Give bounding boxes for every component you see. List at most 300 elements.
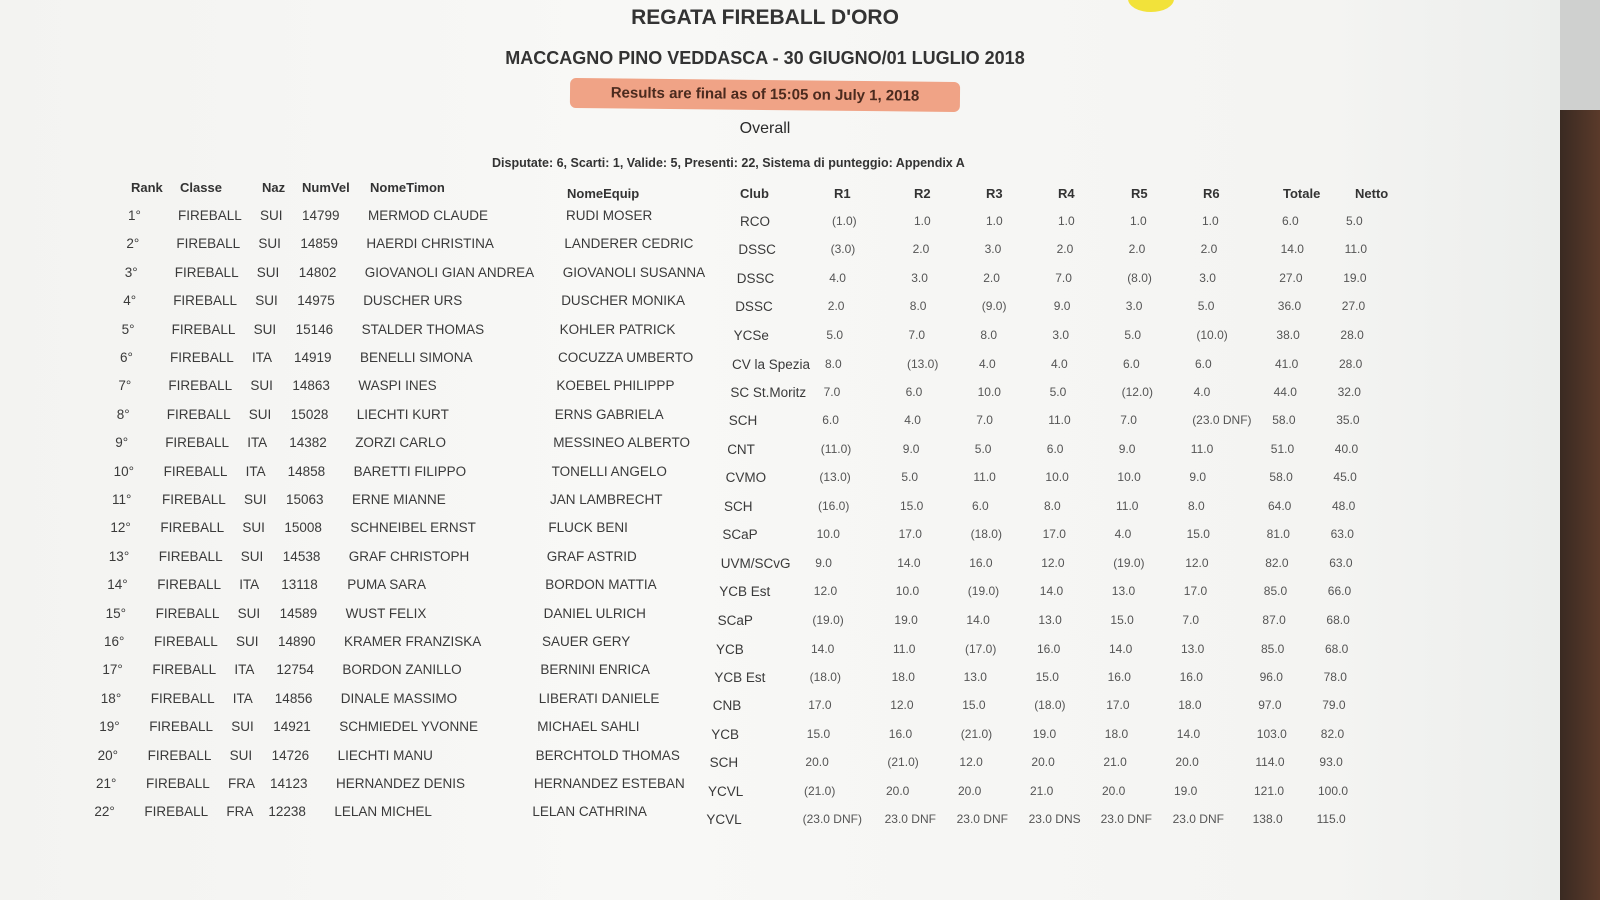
cell-naz: SUI (244, 492, 267, 507)
cell-totale: 27.0 (1279, 270, 1303, 285)
cell-r5: 23.0 DNF (1100, 812, 1152, 827)
cell-r5: 18.0 (1104, 726, 1129, 741)
cell-netto: 32.0 (1337, 384, 1361, 399)
cell-club: SCH (728, 413, 758, 429)
cell-classe: FIREBALL (149, 719, 213, 735)
cell-r2: 12.0 (890, 698, 914, 713)
cell-r6: 11.0 (1190, 441, 1214, 456)
cell-r5: 6.0 (1123, 356, 1140, 371)
cell-r3: 7.0 (976, 413, 993, 428)
cell-r4: 19.0 (1032, 726, 1057, 741)
cell-numvel: 14890 (278, 634, 316, 649)
cell-equip: RUDI MOSER (566, 208, 653, 223)
cell-club: CNT (727, 441, 755, 457)
cell-r6: 1.0 (1202, 214, 1219, 228)
cell-club: DSSC (735, 299, 773, 315)
cell-classe: FIREBALL (178, 208, 242, 223)
cell-r6: 15.0 (1186, 527, 1210, 542)
cell-equip: BERNINI ENRICA (540, 662, 650, 678)
cell-timon: BORDON ZANILLO (342, 662, 462, 678)
cell-totale: 51.0 (1270, 441, 1295, 456)
cell-netto: 100.0 (1318, 784, 1349, 798)
cell-equip: BORDON MATTIA (545, 577, 657, 593)
table-row (0, 662, 1560, 688)
cell-classe: FIREBALL (154, 634, 218, 649)
cell-r1: 15.0 (806, 726, 831, 741)
cell-netto: 78.0 (1323, 669, 1347, 684)
cell-r5: 10.0 (1117, 470, 1141, 485)
cell-r2: 2.0 (912, 242, 930, 257)
cell-equip: MESSINEO ALBERTO (553, 435, 690, 451)
column-header-r6: R6 (1203, 186, 1220, 201)
cell-r4: 6.0 (1046, 441, 1064, 456)
cell-equip: DUSCHER MONIKA (561, 293, 685, 309)
cell-totale: 58.0 (1272, 413, 1296, 428)
cell-netto: 28.0 (1340, 327, 1364, 342)
cell-timon: BARETTI FILIPPO (353, 463, 467, 479)
cell-naz: SUI (250, 378, 273, 394)
cell-classe: FIREBALL (158, 548, 223, 564)
cell-numvel: 15028 (290, 406, 329, 422)
cell-r5: 14.0 (1109, 641, 1133, 656)
table-row (0, 407, 1560, 433)
cell-netto: 5.0 (1346, 214, 1363, 228)
cell-r1: (19.0) (812, 612, 844, 627)
cell-rank: 15° (105, 605, 127, 621)
cell-r6: 9.0 (1189, 470, 1207, 485)
cell-classe: FIREBALL (176, 236, 241, 252)
cell-club: SCH (724, 499, 753, 514)
cell-r5: 5.0 (1124, 327, 1142, 342)
cell-r5: 16.0 (1107, 669, 1131, 684)
cell-r1: (3.0) (830, 242, 856, 257)
cell-totale: 87.0 (1262, 612, 1286, 627)
cell-r1: 20.0 (805, 755, 829, 770)
cell-classe: FIREBALL (162, 492, 226, 507)
cell-r5: 9.0 (1118, 441, 1136, 456)
cell-r2: 23.0 DNF (884, 812, 936, 827)
cell-r5: 1.0 (1130, 214, 1147, 228)
cell-netto: 63.0 (1329, 555, 1353, 570)
cell-naz: SUI (253, 321, 277, 337)
cell-r6: 18.0 (1178, 698, 1202, 713)
table-row (0, 776, 1560, 802)
cell-r1: (23.0 DNF) (802, 812, 862, 827)
cell-club: YCB Est (719, 584, 771, 600)
cell-r5: (12.0) (1121, 384, 1153, 399)
cell-classe: FIREBALL (163, 463, 228, 479)
table-row (0, 435, 1560, 461)
cell-rank: 2° (126, 236, 140, 252)
cell-naz: ITA (252, 350, 272, 365)
cell-timon: GRAF CHRISTOPH (348, 548, 470, 564)
cell-r3: (19.0) (967, 584, 1000, 599)
cell-totale: 97.0 (1258, 698, 1282, 713)
cell-classe: FIREBALL (155, 605, 220, 621)
cell-club: DSSC (738, 242, 776, 258)
cell-r2: (13.0) (907, 356, 939, 371)
cell-r2: 8.0 (909, 299, 927, 314)
cell-netto: 68.0 (1326, 612, 1350, 627)
cell-naz: ITA (245, 463, 266, 479)
cell-r6: 16.0 (1179, 669, 1203, 684)
cell-r3: 11.0 (973, 470, 996, 485)
cell-r4: 11.0 (1048, 413, 1071, 428)
cell-r4: 5.0 (1049, 384, 1067, 399)
cell-equip: TONELLI ANGELO (551, 463, 667, 479)
cell-numvel: 15146 (295, 321, 334, 337)
cell-netto: 35.0 (1336, 413, 1360, 428)
cell-classe: FIREBALL (173, 293, 237, 309)
cell-netto: 45.0 (1333, 470, 1357, 485)
cell-netto: 11.0 (1344, 242, 1368, 257)
cell-naz: SUI (255, 293, 278, 309)
column-header-numvel: NumVel (302, 180, 350, 195)
cell-r2: 10.0 (895, 584, 920, 599)
cell-timon: ZORZI CARLO (355, 435, 446, 451)
cell-r6: 23.0 DNF (1172, 812, 1224, 827)
cell-naz: SUI (231, 719, 254, 735)
cell-timon: STALDER THOMAS (361, 321, 485, 337)
race-info: Disputate: 6, Scarti: 1, Valide: 5, Presenti: 22, Sistema di punteggio: Appendix A (492, 156, 965, 170)
cell-r1: (21.0) (804, 784, 836, 798)
cell-equip: KOHLER PATRICK (559, 321, 676, 337)
cell-r4: 13.0 (1038, 612, 1062, 627)
cell-r3: 4.0 (979, 356, 996, 371)
column-header-r1: R1 (834, 186, 851, 201)
cell-r1: 8.0 (825, 356, 842, 371)
column-header-naz: Naz (262, 180, 286, 195)
cell-equip: LANDERER CEDRIC (564, 236, 694, 252)
cell-r1: 17.0 (808, 698, 832, 713)
cell-r6: 14.0 (1176, 726, 1201, 741)
cell-r6: 20.0 (1175, 755, 1199, 770)
cell-r3: 15.0 (962, 698, 986, 713)
cell-totale: 81.0 (1266, 527, 1290, 542)
cell-club: SCaP (717, 612, 753, 628)
cell-r5: 11.0 (1116, 499, 1139, 513)
table-row (0, 634, 1560, 660)
cell-classe: FIREBALL (168, 378, 233, 394)
cell-r5: (19.0) (1113, 555, 1145, 570)
cell-equip: HERNANDEZ ESTEBAN (534, 776, 685, 791)
cell-club: RCO (740, 214, 770, 229)
cell-r4: 20.0 (1031, 755, 1055, 770)
cell-r5: 13.0 (1111, 584, 1136, 599)
cell-classe: FIREBALL (144, 804, 209, 820)
table-row (0, 236, 1560, 262)
cell-club: UVM/SCvG (720, 555, 791, 571)
column-header-classe: Classe (180, 180, 222, 195)
cell-club: CNB (712, 698, 742, 714)
cell-rank: 19° (99, 719, 120, 735)
cell-timon: HERNANDEZ DENIS (336, 776, 466, 791)
cell-r6: 2.0 (1200, 242, 1218, 257)
cell-equip: MICHAEL SAHLI (537, 719, 640, 735)
cell-equip: COCUZZA UMBERTO (558, 350, 694, 365)
cell-r6: 13.0 (1181, 641, 1205, 656)
cell-equip: DANIEL ULRICH (543, 605, 646, 621)
cell-equip: JAN LAMBRECHT (550, 492, 663, 507)
cell-numvel: 13118 (281, 577, 318, 593)
cell-r5: 21.0 (1103, 755, 1127, 770)
cell-r3: 3.0 (984, 242, 1002, 257)
cell-r1: 5.0 (826, 327, 844, 342)
table-row (0, 265, 1560, 291)
page-title: REGATA FIREBALL D'ORO (631, 6, 899, 29)
cell-numvel: 14919 (294, 350, 332, 365)
table-row (0, 804, 1560, 830)
column-header-r5: R5 (1131, 186, 1148, 201)
cell-numvel: 14921 (273, 719, 311, 735)
cell-rank: 16° (104, 634, 125, 649)
cell-club: YCB Est (714, 669, 766, 685)
cell-r3: 10.0 (977, 384, 1001, 399)
cell-r1: (13.0) (819, 470, 851, 485)
cell-club: YCSe (733, 327, 769, 343)
cell-timon: DINALE MASSIMO (340, 690, 458, 706)
cell-classe: FIREBALL (146, 776, 210, 791)
cell-totale: 6.0 (1282, 214, 1299, 228)
cell-numvel: 15008 (284, 520, 322, 536)
cell-r1: 4.0 (829, 270, 846, 285)
table-row (0, 520, 1560, 546)
table-row (0, 606, 1560, 632)
cell-totale: 36.0 (1277, 299, 1302, 314)
cell-totale: 64.0 (1268, 499, 1292, 513)
cell-numvel: 14858 (287, 463, 326, 479)
cell-timon: SCHNEIBEL ERNST (350, 520, 476, 536)
cell-rank: 3° (124, 264, 138, 280)
cell-naz: SUI (242, 520, 265, 536)
cell-r2: (21.0) (887, 755, 919, 770)
cell-r3: 2.0 (983, 270, 1000, 285)
cell-r1: 7.0 (823, 384, 841, 399)
cell-r6: 4.0 (1193, 384, 1211, 399)
cell-r2: 6.0 (905, 384, 923, 399)
cell-r1: (16.0) (818, 499, 850, 513)
cell-r3: (21.0) (960, 726, 993, 741)
column-header-totale: Totale (1283, 186, 1321, 201)
cell-numvel: 14382 (289, 435, 327, 451)
table-row (0, 492, 1560, 518)
cell-club: YCB (716, 641, 744, 657)
cell-classe: FIREBALL (174, 264, 239, 280)
cell-totale: 85.0 (1261, 641, 1285, 656)
cell-r5: (8.0) (1127, 270, 1152, 285)
cell-equip: GIOVANOLI SUSANNA (562, 264, 706, 280)
cell-r3: 6.0 (972, 499, 989, 513)
cell-naz: SUI (260, 208, 283, 223)
cell-classe: FIREBALL (165, 435, 229, 451)
cell-naz: ITA (239, 577, 260, 593)
cell-numvel: 14726 (271, 747, 310, 763)
cell-r4: 2.0 (1056, 242, 1074, 257)
cell-equip: LIBERATI DANIELE (538, 690, 660, 706)
cell-r3: 23.0 DNF (956, 812, 1008, 827)
cell-r5: 4.0 (1114, 527, 1132, 542)
cell-numvel: 14975 (297, 293, 335, 309)
column-header-r4: R4 (1058, 186, 1075, 201)
cell-r1: (18.0) (809, 669, 841, 684)
cell-r6: 8.0 (1188, 499, 1205, 513)
cell-netto: 79.0 (1322, 698, 1346, 713)
cell-club: SCH (709, 755, 739, 771)
cell-numvel: 14856 (274, 690, 313, 706)
column-header-club: Club (740, 186, 769, 201)
cell-club: DSSC (736, 270, 775, 286)
cell-r2: 18.0 (891, 669, 915, 684)
wall-background (1560, 110, 1600, 900)
table-row (0, 549, 1560, 575)
cell-timon: GIOVANOLI GIAN ANDREA (364, 264, 535, 280)
cell-classe: FIREBALL (157, 577, 221, 593)
cell-netto: 28.0 (1339, 356, 1363, 371)
cell-r6: 6.0 (1195, 356, 1212, 371)
cell-r2: 1.0 (914, 214, 931, 228)
cell-r6: 3.0 (1199, 270, 1216, 285)
cell-rank: 8° (116, 406, 130, 422)
cell-club: YCVL (708, 784, 744, 799)
cell-r5: 3.0 (1125, 299, 1143, 314)
cell-r6: (10.0) (1196, 327, 1228, 342)
cell-club: YCVL (706, 812, 742, 828)
cell-r1: 9.0 (815, 555, 832, 570)
cell-r4: 8.0 (1044, 499, 1061, 513)
column-header-r2: R2 (914, 186, 931, 201)
cell-r5: 15.0 (1110, 612, 1134, 627)
cell-naz: SUI (237, 605, 261, 621)
cell-timon: WASPI INES (358, 378, 437, 394)
cell-numvel: 14538 (282, 548, 321, 564)
cell-r2: 15.0 (900, 499, 924, 513)
cell-naz: ITA (232, 690, 253, 706)
cell-r4: 15.0 (1035, 669, 1059, 684)
cell-r5: 2.0 (1128, 242, 1146, 257)
cell-r6: 12.0 (1185, 555, 1209, 570)
table-row (0, 350, 1560, 376)
section-label: Overall (739, 120, 791, 137)
cell-timon: LIECHTI MANU (337, 747, 433, 763)
table-row (0, 577, 1560, 603)
cell-r2: 9.0 (902, 441, 920, 456)
cell-equip: ERNS GABRIELA (554, 406, 664, 422)
table-row (0, 464, 1560, 490)
cell-numvel: 14589 (279, 605, 318, 621)
cell-r3: 1.0 (986, 214, 1003, 228)
cell-r3: 5.0 (974, 441, 992, 456)
cell-totale: 85.0 (1263, 584, 1288, 599)
cell-r4: 3.0 (1052, 327, 1070, 342)
cell-r2: 5.0 (901, 470, 919, 485)
cell-classe: FIREBALL (152, 662, 217, 678)
cell-netto: 48.0 (1332, 499, 1356, 513)
cell-rank: 14° (107, 577, 128, 593)
cell-club: CVMO (725, 470, 767, 486)
cell-r6: 19.0 (1174, 784, 1198, 798)
cell-r3: 16.0 (969, 555, 993, 570)
cell-classe: FIREBALL (160, 520, 225, 536)
cell-rank: 9° (115, 435, 129, 451)
cell-rank: 22° (94, 804, 115, 820)
cell-club: SCaP (722, 527, 758, 543)
cell-r1: 2.0 (827, 299, 845, 314)
table-row (0, 293, 1560, 319)
cell-r4: 10.0 (1045, 470, 1069, 485)
cell-r2: 16.0 (888, 726, 913, 741)
cell-naz: SUI (248, 406, 272, 422)
table-row (0, 378, 1560, 404)
status-banner: Results are final as of 15:05 on July 1, 2018 (570, 78, 960, 112)
cell-timon: PUMA SARA (347, 577, 426, 593)
cell-r3: (9.0) (981, 299, 1007, 314)
cell-timon: HAERDI CHRISTINA (366, 236, 494, 252)
cell-timon: LIECHTI KURT (356, 406, 449, 422)
cell-timon: DUSCHER URS (363, 293, 463, 309)
cell-totale: 41.0 (1275, 356, 1299, 371)
cell-equip: BERCHTOLD THOMAS (535, 747, 680, 763)
cell-numvel: 12754 (276, 662, 314, 678)
cell-r3: 14.0 (966, 612, 990, 627)
cell-r2: 3.0 (911, 270, 928, 285)
table-header (0, 180, 1560, 200)
cell-naz: FRA (226, 804, 254, 820)
cell-netto: 68.0 (1325, 641, 1349, 656)
cell-r6: (23.0 DNF) (1192, 413, 1252, 428)
cell-r1: 14.0 (811, 641, 835, 656)
cell-r5: 20.0 (1102, 784, 1126, 798)
cell-rank: 4° (123, 293, 137, 309)
cell-club: CV la Spezia (732, 356, 811, 372)
cell-totale: 38.0 (1276, 327, 1300, 342)
cell-naz: SUI (236, 634, 259, 649)
cell-numvel: 14859 (300, 236, 338, 252)
cell-totale: 82.0 (1265, 555, 1289, 570)
cell-rank: 20° (97, 747, 119, 763)
cell-totale: 58.0 (1269, 470, 1293, 485)
table-row (0, 719, 1560, 745)
cell-totale: 114.0 (1255, 755, 1285, 770)
cell-naz: SUI (258, 236, 281, 252)
table-row (0, 691, 1560, 717)
cell-classe: FIREBALL (147, 747, 212, 763)
cell-netto: 115.0 (1316, 812, 1346, 827)
cell-r2: 17.0 (898, 527, 922, 542)
cell-r4: 9.0 (1053, 299, 1071, 314)
cell-r2: 4.0 (904, 413, 921, 428)
cell-netto: 40.0 (1334, 441, 1359, 456)
cell-totale: 96.0 (1259, 669, 1283, 684)
column-header-timon: NomeTimon (370, 180, 445, 195)
cell-r2: 11.0 (893, 641, 916, 656)
cell-r2: 7.0 (908, 327, 926, 342)
cell-r4: 21.0 (1030, 784, 1054, 798)
cell-naz: ITA (234, 662, 255, 678)
cell-r1: 10.0 (816, 527, 840, 542)
cell-r4: 7.0 (1055, 270, 1072, 285)
cell-classe: FIREBALL (171, 321, 236, 337)
cell-naz: SUI (229, 747, 253, 763)
cell-r5: 7.0 (1120, 413, 1137, 428)
cell-rank: 7° (118, 378, 132, 394)
cell-equip: GRAF ASTRID (546, 548, 637, 564)
cell-r3: 12.0 (959, 755, 983, 770)
cell-r4: 1.0 (1058, 214, 1075, 228)
cell-rank: 11° (112, 492, 132, 507)
cell-r2: 19.0 (894, 612, 918, 627)
cell-club: YCB (711, 726, 739, 742)
cell-r5: 17.0 (1106, 698, 1130, 713)
